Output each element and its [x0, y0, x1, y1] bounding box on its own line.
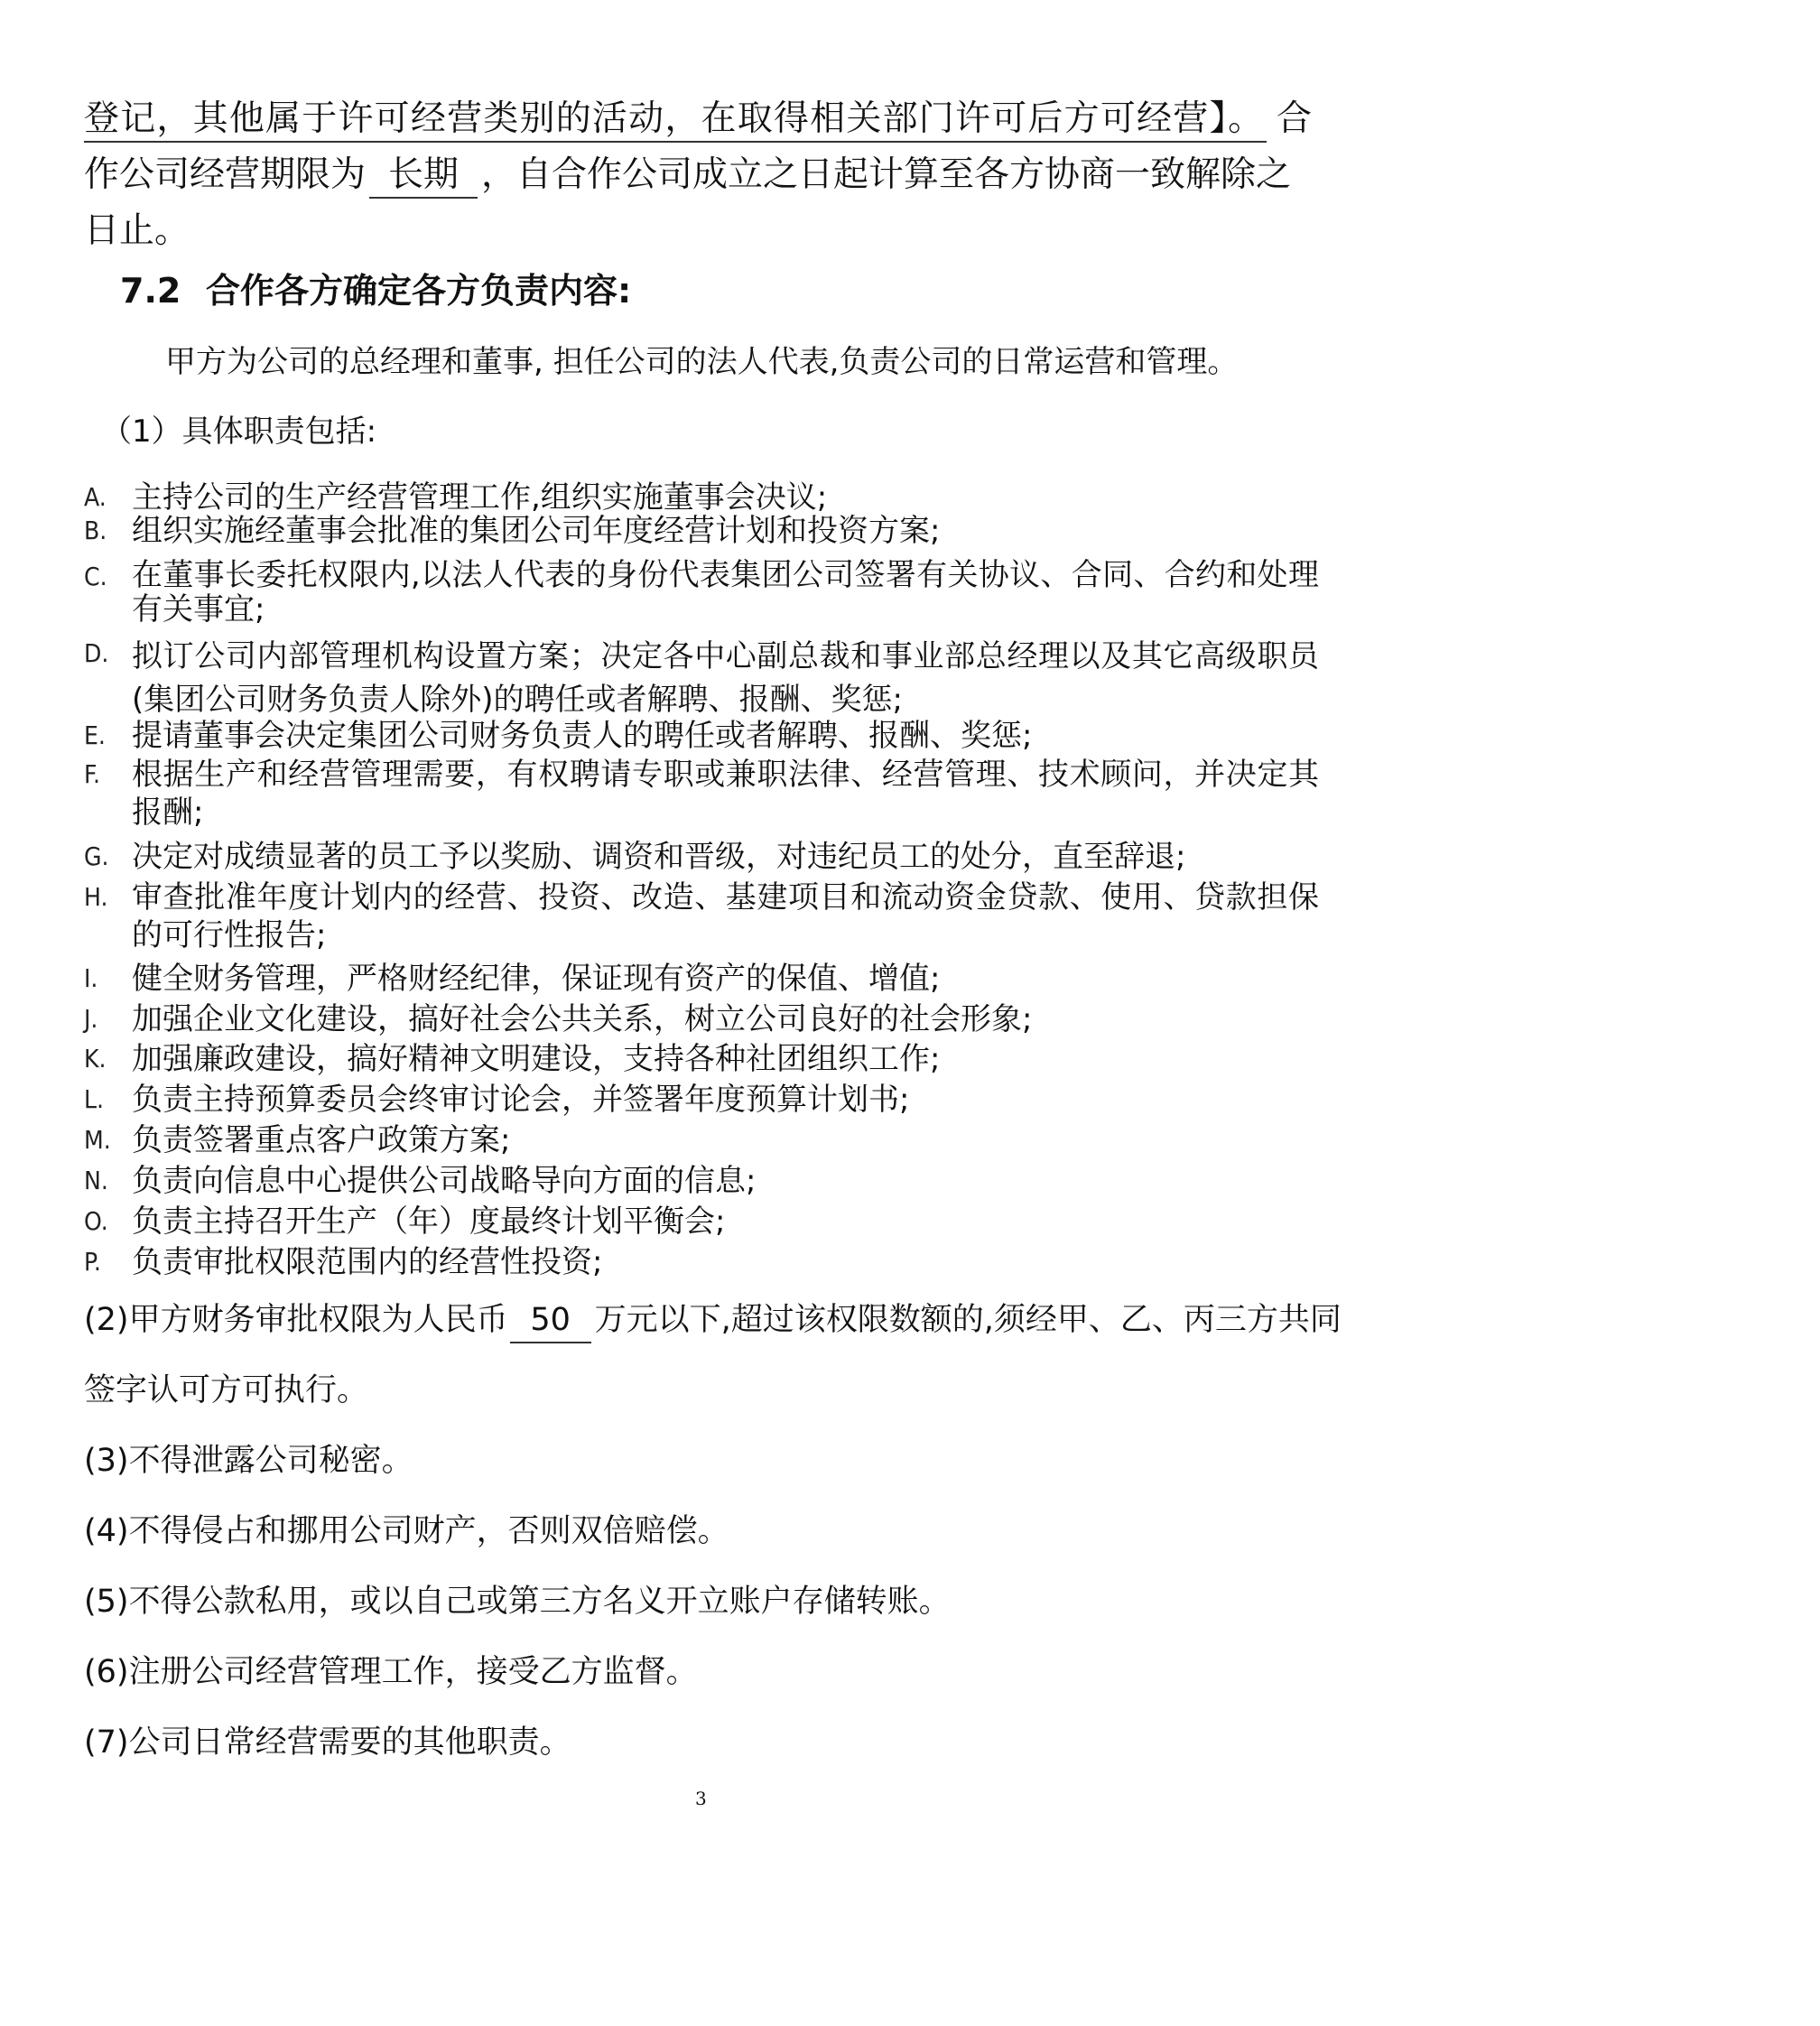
section-number: 7.2: [120, 271, 181, 311]
duty-text: 决定对成绩显著的员工予以奖励、调资和晋级，对违纪员工的处分，直至辞退;: [132, 839, 1186, 875]
duty-text: 拟订公司内部管理机构设置方案；决定各中心副总裁和事业部总经理以及其它高级职员(集团公司财务负责人除外)的聘任或者解聘、报酬、奖惩;: [132, 638, 1319, 718]
duty-letter: O.: [84, 1206, 108, 1236]
term-suffix: ，自合作公司成立之日起计算至各方协商一致解除之: [481, 154, 1292, 195]
approval-limit-amount: 50: [510, 1298, 591, 1343]
duty-letter: P.: [84, 1247, 101, 1277]
duty-text: 负责向信息中心提供公司战略导向方面的信息;: [132, 1163, 757, 1199]
duty-text: 负责审批权限范围内的经营性投资;: [132, 1244, 603, 1280]
duty-text: 根据生产和经营管理需要，有权聘请专职或兼职法律、经营管理、技术顾问，并决定其报酬;: [132, 757, 1319, 831]
duty-letter: F.: [84, 759, 100, 789]
duty-letter: G.: [84, 841, 109, 871]
approval-limit-suffix: 万元以下,超过该权限数额的,须经甲、乙、丙三方共同: [594, 1302, 1342, 1338]
duty-text: 提请董事会决定集团公司财务负责人的聘任或者解聘、报酬、奖惩;: [132, 718, 1033, 754]
duty-text: 负责主持预算委员会终审讨论会，并签署年度预算计划书;: [132, 1082, 910, 1118]
section-title: 合作各方确定各方负责内容:: [206, 271, 632, 311]
duty-text: 健全财务管理，严格财经纪律，保证现有资产的保值、增值;: [132, 961, 941, 997]
term-paragraph-line-2: [84, 153, 1312, 199]
duty-text: 组织实施经董事会批准的集团公司年度经营计划和投资方案;: [132, 513, 941, 549]
duty-letter: E.: [84, 720, 106, 750]
term-paragraph-line-1: 登记，其他属于许可经营类别的活动，在取得相关部门许可后方可经营】。 合: [84, 98, 1312, 139]
clause-3: (3)不得泄露公司秘密。: [84, 1443, 413, 1479]
approval-limit-prefix: (2)甲方财务审批权限为人民币: [84, 1302, 508, 1338]
duty-text: 负责签署重点客户政策方案;: [132, 1122, 511, 1158]
clause-6: (6)注册公司经营管理工作，接受乙方监督。: [84, 1654, 698, 1690]
approval-limit-line-1: [84, 1298, 1342, 1343]
duty-text: 负责主持召开生产（年）度最终计划平衡会;: [132, 1204, 726, 1240]
term-label: 作公司经营期限为: [84, 154, 367, 195]
duty-letter: J.: [84, 1004, 98, 1034]
duty-text: 加强企业文化建设，搞好社会公共关系，树立公司良好的社会形象;: [132, 1001, 1033, 1037]
underline-rule: [84, 141, 1267, 143]
duty-text: 在董事长委托权限内,以法人代表的身份代表集团公司签署有关协议、合同、合约和处理有关事宜;: [132, 557, 1319, 627]
term-paragraph-line-3: 日止。: [84, 210, 190, 251]
duty-letter: L.: [84, 1084, 105, 1114]
approval-limit-line-2: 签字认可方可执行。: [84, 1372, 369, 1408]
duty-text: 加强廉政建设，搞好精神文明建设，支持各种社团组织工作;: [132, 1041, 941, 1077]
duties-subheading: （1）具体职责包括:: [101, 414, 377, 450]
duty-text: 审查批准年度计划内的经营、投资、改造、基建项目和流动资金贷款、使用、贷款担保的可行性报告;: [132, 879, 1319, 953]
duty-letter: K.: [84, 1044, 107, 1073]
duty-letter: N.: [84, 1166, 108, 1195]
duty-letter: B.: [84, 516, 107, 545]
duty-letter: M.: [84, 1125, 111, 1155]
clause-5: (5)不得公款私用，或以自己或第三方名义开立账户存储转账。: [84, 1584, 951, 1620]
page-number: 3: [695, 1788, 707, 1809]
duty-letter: H.: [84, 882, 108, 912]
duty-letter: C.: [84, 562, 107, 591]
duty-letter: I.: [84, 963, 98, 993]
clause-7: (7)公司日常经营需要的其他职责。: [84, 1724, 571, 1761]
clause-4: (4)不得侵占和挪用公司财产，否则双倍赔偿。: [84, 1513, 729, 1549]
duty-text: 主持公司的生产经营管理工作,组织实施董事会决议;: [132, 479, 828, 516]
duty-letter: D.: [84, 638, 109, 668]
term-value: 长期: [369, 153, 478, 199]
duty-letter: A.: [84, 482, 107, 512]
section-heading: [120, 269, 631, 312]
intro-text: 甲方为公司的总经理和董事, 担任公司的法人代表,负责公司的日常运营和管理。: [165, 344, 1239, 380]
